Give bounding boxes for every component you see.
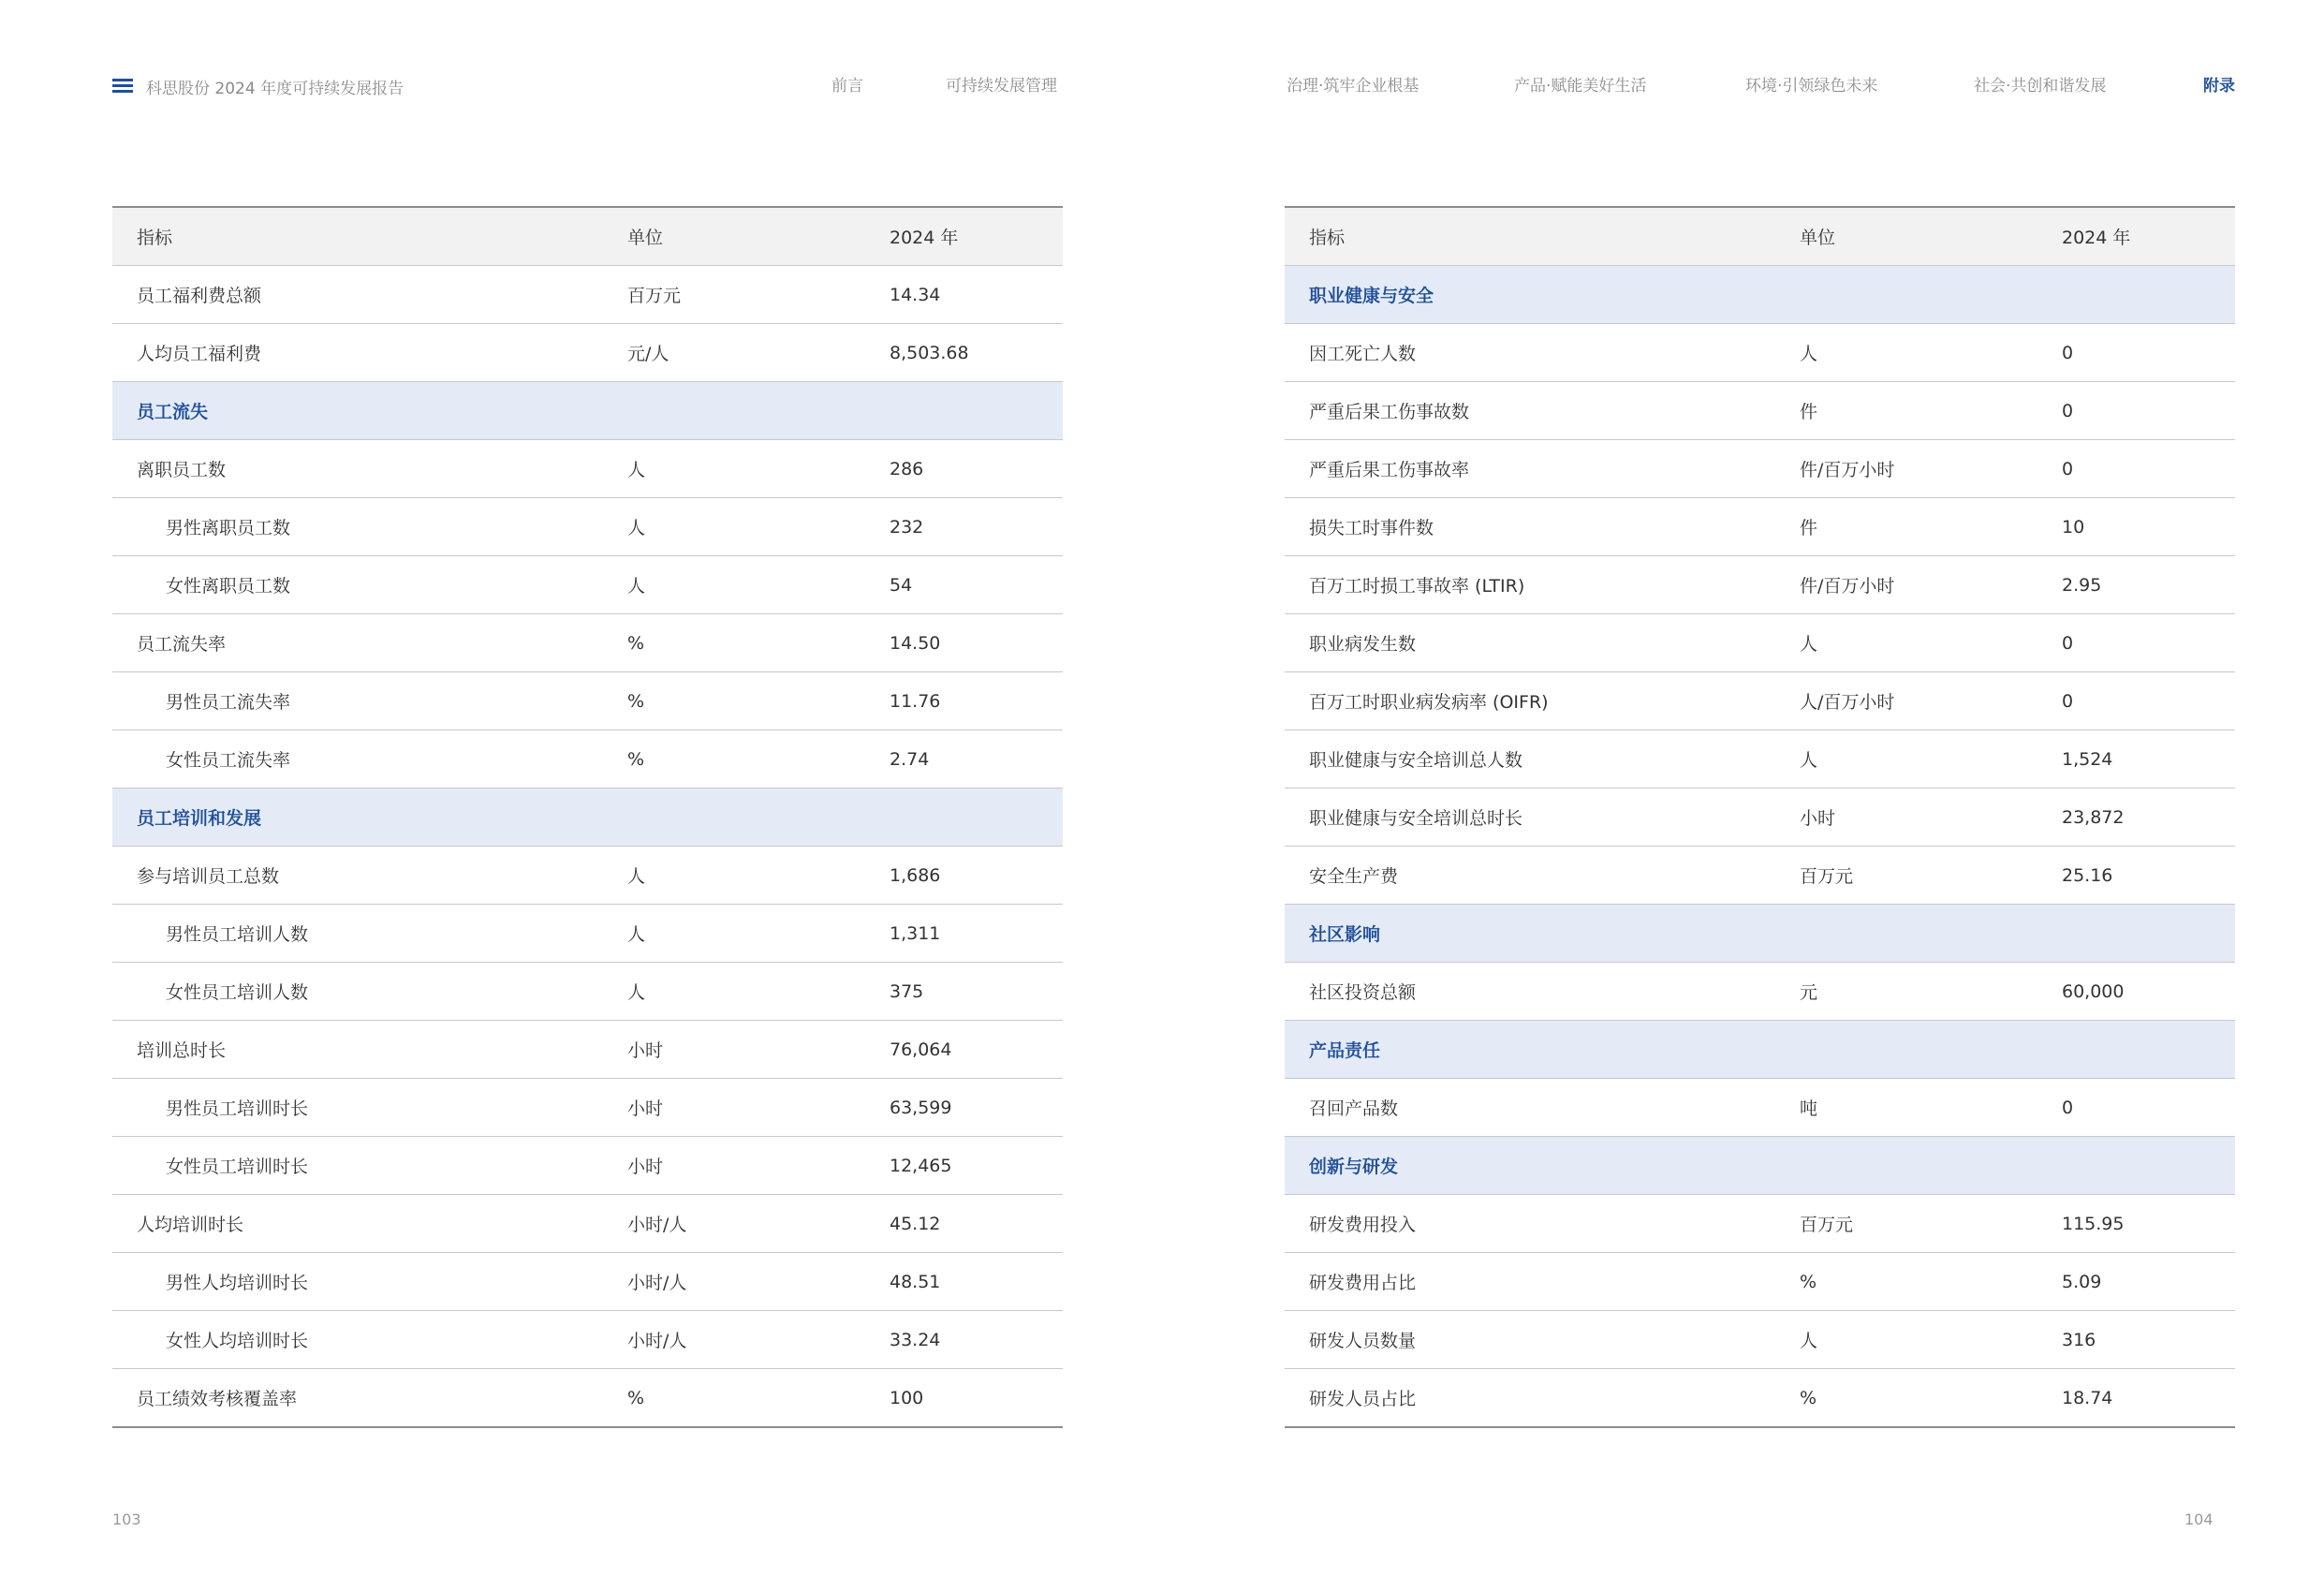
indicator-cell: 男性员工培训时长 — [112, 1079, 627, 1137]
table-row — [1285, 324, 2235, 382]
unit-cell: % — [627, 1369, 890, 1428]
unit-cell: 人 — [627, 440, 890, 498]
table-row — [1285, 1311, 2235, 1369]
page-header — [112, 71, 2235, 101]
unit-cell: 小时 — [627, 1021, 890, 1079]
unit-cell: 人 — [627, 498, 890, 556]
page-number-left: 103 — [112, 1511, 141, 1528]
value-cell: 54 — [890, 556, 1063, 614]
indicator-cell: 研发费用投入 — [1285, 1195, 1800, 1253]
section-title: 创新与研发 — [1285, 1137, 2235, 1195]
table-row — [1285, 847, 2235, 905]
table-row — [1285, 382, 2235, 440]
table-row — [112, 847, 1063, 905]
section-title: 员工流失 — [112, 382, 1063, 440]
unit-cell: 元/人 — [627, 324, 890, 382]
table-row — [1285, 1369, 2235, 1428]
section-header-row — [1285, 266, 2235, 324]
indicator-cell: 因工死亡人数 — [1285, 324, 1800, 382]
section-title: 社区影响 — [1285, 905, 2235, 963]
table-row — [112, 1021, 1063, 1079]
unit-cell: 件/百万小时 — [1800, 556, 2062, 614]
unit-cell: % — [1800, 1369, 2062, 1428]
unit-cell: 小时/人 — [627, 1195, 890, 1253]
table-row — [1285, 1253, 2235, 1311]
table-row — [1285, 788, 2235, 847]
header-unit: 单位 — [1800, 207, 2062, 266]
table-row — [112, 266, 1063, 324]
value-cell: 0 — [2062, 672, 2235, 730]
value-cell: 63,599 — [890, 1079, 1063, 1137]
unit-cell: 百万元 — [1800, 847, 2062, 905]
table-row — [1285, 1195, 2235, 1253]
indicator-cell: 职业健康与安全培训总时长 — [1285, 788, 1800, 847]
value-cell: 1,686 — [890, 847, 1063, 905]
indicator-cell: 培训总时长 — [112, 1021, 627, 1079]
value-cell: 11.76 — [890, 672, 1063, 730]
indicator-cell: 女性员工培训时长 — [112, 1137, 627, 1195]
indicator-cell: 损失工时事件数 — [1285, 498, 1800, 556]
value-cell: 48.51 — [890, 1253, 1063, 1311]
unit-cell: 人 — [1800, 1311, 2062, 1369]
unit-cell: 人 — [627, 963, 890, 1021]
unit-cell: 百万元 — [1800, 1195, 2062, 1253]
unit-cell: 人 — [1800, 730, 2062, 788]
indicator-cell: 男性人均培训时长 — [112, 1253, 627, 1311]
indicator-cell: 严重后果工伤事故数 — [1285, 382, 1800, 440]
indicator-cell: 研发人员占比 — [1285, 1369, 1800, 1428]
table-row — [112, 556, 1063, 614]
unit-cell: 人 — [1800, 324, 2062, 382]
table-row — [112, 1195, 1063, 1253]
header-year: 2024 年 — [890, 207, 1063, 266]
unit-cell: % — [627, 614, 890, 672]
unit-cell: 件/百万小时 — [1800, 440, 2062, 498]
value-cell: 0 — [2062, 324, 2235, 382]
value-cell: 1,524 — [2062, 730, 2235, 788]
indicator-cell: 男性员工培训人数 — [112, 905, 627, 963]
nav-item-products[interactable]: 产品·赋能美好生活 — [1514, 77, 1647, 96]
indicator-cell: 女性员工培训人数 — [112, 963, 627, 1021]
indicator-cell: 离职员工数 — [112, 440, 627, 498]
section-title: 产品责任 — [1285, 1021, 2235, 1079]
value-cell: 18.74 — [2062, 1369, 2235, 1428]
indicator-cell: 研发人员数量 — [1285, 1311, 1800, 1369]
indicator-cell: 百万工时职业病发病率 (OIFR) — [1285, 672, 1800, 730]
value-cell: 10 — [2062, 498, 2235, 556]
nav-item-governance[interactable]: 治理·筑牢企业根基 — [1287, 77, 1419, 96]
unit-cell: 小时 — [1800, 788, 2062, 847]
table-row — [112, 1369, 1063, 1428]
table-row — [1285, 440, 2235, 498]
indicator-cell: 人均员工福利费 — [112, 324, 627, 382]
unit-cell: % — [627, 730, 890, 788]
value-cell: 5.09 — [2062, 1253, 2235, 1311]
table-row — [112, 324, 1063, 382]
value-cell: 45.12 — [890, 1195, 1063, 1253]
unit-cell: % — [627, 672, 890, 730]
left-kpi-table — [112, 206, 1063, 1428]
value-cell: 2.95 — [2062, 556, 2235, 614]
value-cell: 8,503.68 — [890, 324, 1063, 382]
table-row — [112, 672, 1063, 730]
unit-cell: 小时 — [627, 1137, 890, 1195]
unit-cell: 人 — [627, 556, 890, 614]
right-kpi-table — [1285, 206, 2235, 1428]
report-title: 科思股份 2024 年度可持续发展报告 — [146, 79, 404, 98]
unit-cell: 件 — [1800, 382, 2062, 440]
indicator-cell: 严重后果工伤事故率 — [1285, 440, 1800, 498]
table-row — [112, 1079, 1063, 1137]
table-row — [1285, 672, 2235, 730]
value-cell: 115.95 — [2062, 1195, 2235, 1253]
indicator-cell: 安全生产费 — [1285, 847, 1800, 905]
header-unit: 单位 — [627, 207, 890, 266]
table-row — [112, 1311, 1063, 1369]
value-cell: 316 — [2062, 1311, 2235, 1369]
table-row — [1285, 556, 2235, 614]
nav-item-preface[interactable]: 前言 — [831, 77, 863, 96]
menu-icon[interactable] — [112, 79, 133, 94]
value-cell: 12,465 — [890, 1137, 1063, 1195]
value-cell: 33.24 — [890, 1311, 1063, 1369]
value-cell: 14.50 — [890, 614, 1063, 672]
unit-cell: 件 — [1800, 498, 2062, 556]
unit-cell: 人/百万小时 — [1800, 672, 2062, 730]
value-cell: 25.16 — [2062, 847, 2235, 905]
value-cell: 0 — [2062, 614, 2235, 672]
unit-cell: 元 — [1800, 963, 2062, 1021]
value-cell: 0 — [2062, 382, 2235, 440]
section-title: 员工培训和发展 — [112, 788, 1063, 847]
table-row — [1285, 1079, 2235, 1137]
unit-cell: 人 — [627, 905, 890, 963]
indicator-cell: 女性离职员工数 — [112, 556, 627, 614]
unit-cell: % — [1800, 1253, 2062, 1311]
table-row — [112, 730, 1063, 788]
nav-item-society[interactable]: 社会·共创和谐发展 — [1974, 77, 2107, 96]
indicator-cell: 员工流失率 — [112, 614, 627, 672]
unit-cell: 小时/人 — [627, 1253, 890, 1311]
table-row — [112, 1253, 1063, 1311]
value-cell: 100 — [890, 1369, 1063, 1428]
indicator-cell: 女性人均培训时长 — [112, 1311, 627, 1369]
indicator-cell: 召回产品数 — [1285, 1079, 1800, 1137]
nav-item-sustainability-management[interactable]: 可持续发展管理 — [946, 77, 1057, 96]
page-number-right: 104 — [2184, 1511, 2214, 1528]
nav-item-environment[interactable]: 环境·引领绿色未来 — [1745, 77, 1878, 96]
table-row — [1285, 963, 2235, 1021]
value-cell: 14.34 — [890, 266, 1063, 324]
table-row — [112, 905, 1063, 963]
value-cell: 2.74 — [890, 730, 1063, 788]
indicator-cell: 员工绩效考核覆盖率 — [112, 1369, 627, 1428]
table-row — [1285, 498, 2235, 556]
indicator-cell: 研发费用占比 — [1285, 1253, 1800, 1311]
value-cell: 23,872 — [2062, 788, 2235, 847]
header-indicator: 指标 — [112, 207, 627, 266]
value-cell: 60,000 — [2062, 963, 2235, 1021]
value-cell: 76,064 — [890, 1021, 1063, 1079]
indicator-cell: 员工福利费总额 — [112, 266, 627, 324]
table-row — [112, 498, 1063, 556]
section-header-row — [112, 382, 1063, 440]
indicator-cell: 社区投资总额 — [1285, 963, 1800, 1021]
header-indicator: 指标 — [1285, 207, 1800, 266]
indicator-cell: 人均培训时长 — [112, 1195, 627, 1253]
indicator-cell: 职业病发生数 — [1285, 614, 1800, 672]
right-table-body — [1285, 266, 2235, 1428]
nav-item-appendix[interactable]: 附录 — [2203, 77, 2235, 96]
unit-cell: 小时/人 — [627, 1311, 890, 1369]
value-cell: 0 — [2062, 440, 2235, 498]
value-cell: 375 — [890, 963, 1063, 1021]
unit-cell: 吨 — [1800, 1079, 2062, 1137]
table-row — [112, 440, 1063, 498]
indicator-cell: 职业健康与安全培训总人数 — [1285, 730, 1800, 788]
indicator-cell: 男性员工流失率 — [112, 672, 627, 730]
table-header-row — [1285, 207, 2235, 266]
left-table-body — [112, 266, 1063, 1428]
table-row — [112, 963, 1063, 1021]
section-header-row — [1285, 1137, 2235, 1195]
section-header-row — [1285, 905, 2235, 963]
section-header-row — [1285, 1021, 2235, 1079]
value-cell: 286 — [890, 440, 1063, 498]
value-cell: 1,311 — [890, 905, 1063, 963]
table-row — [112, 1137, 1063, 1195]
value-cell: 232 — [890, 498, 1063, 556]
table-row — [1285, 614, 2235, 672]
unit-cell: 小时 — [627, 1079, 890, 1137]
indicator-cell: 参与培训员工总数 — [112, 847, 627, 905]
section-header-row — [112, 788, 1063, 847]
indicator-cell: 百万工时损工事故率 (LTIR) — [1285, 556, 1800, 614]
indicator-cell: 女性员工流失率 — [112, 730, 627, 788]
unit-cell: 百万元 — [627, 266, 890, 324]
indicator-cell: 男性离职员工数 — [112, 498, 627, 556]
value-cell: 0 — [2062, 1079, 2235, 1137]
header-year: 2024 年 — [2062, 207, 2235, 266]
header-brand — [112, 71, 404, 101]
table-header-row — [112, 207, 1063, 266]
unit-cell: 人 — [627, 847, 890, 905]
table-row — [1285, 730, 2235, 788]
section-title: 职业健康与安全 — [1285, 266, 2235, 324]
unit-cell: 人 — [1800, 614, 2062, 672]
table-row — [112, 614, 1063, 672]
